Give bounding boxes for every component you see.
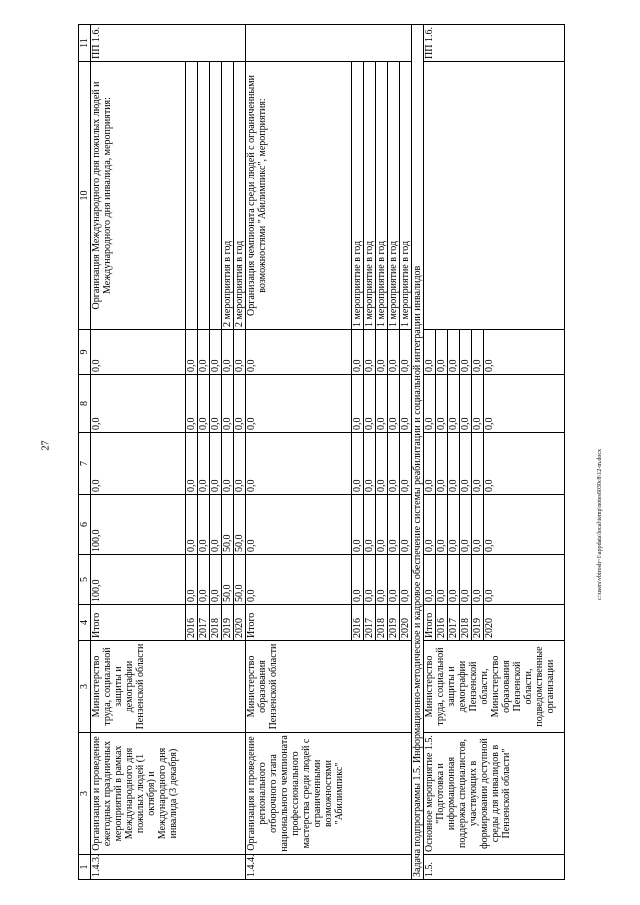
event-name: Основное мероприятие 1.5. "Подготовка и информационная поддержка специалистов, участвующих в формировании доступной среды для инвалидов в Пензенской области" [424, 733, 565, 855]
col-header-2: 3 [79, 733, 91, 855]
value-cell: 0,0 [352, 433, 364, 495]
value-cell: 0,0 [246, 495, 352, 555]
executor: Министерство труда, социальной защиты и демографии Пензенской области, Министерство образования Пензенской области, подведомственные организации [424, 641, 565, 733]
value-cell: 0,0 [460, 495, 472, 555]
indicator-cell: 1 мероприятие в год [388, 62, 400, 330]
col-header-10: 10 [79, 62, 91, 330]
value-cell: 0,0 [436, 495, 448, 555]
value-cell: 50,0 [234, 495, 246, 555]
year-cell: 2016 [186, 605, 198, 641]
column-header-row [79, 25, 91, 880]
value-cell: 100,0 [91, 555, 186, 605]
value-cell: 0,0 [400, 375, 412, 433]
value-cell: 0,0 [448, 330, 460, 375]
value-cell: 0,0 [198, 555, 210, 605]
page-number: 27 [40, 440, 52, 451]
value-cell: 0,0 [198, 375, 210, 433]
value-cell: 0,0 [424, 555, 436, 605]
row-number: 1.5. [424, 855, 565, 880]
value-cell: 0,0 [364, 375, 376, 433]
value-cell: 0,0 [186, 330, 198, 375]
value-cell: 0,0 [436, 555, 448, 605]
value-cell: 0,0 [472, 555, 484, 605]
value-cell: 0,0 [198, 433, 210, 495]
indicator-cell [198, 62, 210, 330]
value-cell: 0,0 [222, 330, 234, 375]
value-cell: 0,0 [424, 330, 436, 375]
value-cell: 0,0 [448, 433, 460, 495]
code-cell [246, 25, 412, 62]
col-header-9: 9 [79, 330, 91, 375]
value-cell: 50,0 [222, 555, 234, 605]
value-cell: 0,0 [222, 433, 234, 495]
value-cell: 0,0 [436, 330, 448, 375]
value-cell: 0,0 [210, 330, 222, 375]
value-cell: 0,0 [460, 330, 472, 375]
value-cell: 0,0 [436, 375, 448, 433]
value-cell: 100,0 [91, 495, 186, 555]
indicator-cell [424, 62, 565, 330]
value-cell: 0,0 [448, 555, 460, 605]
value-cell: 0,0 [222, 375, 234, 433]
code-cell: ПП 1.6. [91, 25, 246, 62]
value-cell: 0,0 [484, 330, 565, 375]
value-cell: 0,0 [91, 433, 186, 495]
value-cell: 0,0 [376, 433, 388, 495]
value-cell: 0,0 [234, 375, 246, 433]
row-number: 1.4.3. [91, 855, 246, 880]
col-header-8: 8 [79, 375, 91, 433]
year-cell: 2020 [400, 605, 412, 641]
year-cell: 2018 [376, 605, 388, 641]
executor: Министерство труда, социальной защиты и демографии Пензенской области [91, 641, 246, 733]
table-row [91, 25, 186, 880]
indicator-cell: 2 мероприятия в год [234, 62, 246, 330]
event-name: Организация и проведение ежегодных праздничных мероприятий в рамках Международного дня пожилых людей (1 октября) и Международного дня инвалида (3 декабря) [91, 733, 246, 855]
year-cell: Итого [424, 605, 436, 641]
value-cell: 0,0 [234, 433, 246, 495]
value-cell: 0,0 [400, 555, 412, 605]
value-cell: 0,0 [364, 330, 376, 375]
year-cell: 2020 [484, 605, 565, 641]
value-cell: 0,0 [198, 495, 210, 555]
value-cell: 0,0 [484, 555, 565, 605]
value-cell: 0,0 [436, 433, 448, 495]
value-cell: 0,0 [352, 330, 364, 375]
value-cell: 0,0 [186, 495, 198, 555]
value-cell: 50,0 [222, 495, 234, 555]
rotated-table-wrapper [78, 25, 606, 880]
value-cell: 0,0 [210, 375, 222, 433]
col-header-11: 11 [79, 25, 91, 62]
indicator-cell [186, 62, 198, 330]
value-cell: 0,0 [210, 555, 222, 605]
value-cell: 0,0 [234, 330, 246, 375]
year-cell: 2019 [472, 605, 484, 641]
value-cell: 0,0 [246, 375, 352, 433]
value-cell: 0,0 [484, 433, 565, 495]
indicator-cell: 1 мероприятие в год [352, 62, 364, 330]
col-header-5: 5 [79, 555, 91, 605]
indicator-cell: 2 мероприятия в год [222, 62, 234, 330]
value-cell: 0,0 [424, 495, 436, 555]
program-table [78, 24, 565, 880]
value-cell: 0,0 [364, 495, 376, 555]
value-cell: 0,0 [388, 433, 400, 495]
year-cell: Итого [246, 605, 352, 641]
year-cell: 2016 [352, 605, 364, 641]
table-row [424, 25, 436, 880]
value-cell: 0,0 [484, 375, 565, 433]
code-cell: ПП 1.6. [424, 25, 565, 62]
value-cell: 0,0 [376, 375, 388, 433]
value-cell: 50,0 [234, 555, 246, 605]
value-cell: 0,0 [352, 495, 364, 555]
value-cell: 0,0 [484, 495, 565, 555]
year-cell: 2016 [436, 605, 448, 641]
value-cell: 0,0 [472, 375, 484, 433]
value-cell: 0,0 [246, 433, 352, 495]
value-cell: 0,0 [210, 495, 222, 555]
col-header-3: 3 [79, 641, 91, 733]
value-cell: 0,0 [352, 555, 364, 605]
value-cell: 0,0 [424, 375, 436, 433]
value-cell: 0,0 [91, 375, 186, 433]
value-cell: 0,0 [210, 433, 222, 495]
indicator-cell: 1 мероприятие в год [376, 62, 388, 330]
value-cell: 0,0 [388, 495, 400, 555]
event-name: Организация и проведение регионального отборочного этапа национального чемпионата профессионального мастерства среди людей с ограниченными возможностями "Абилимпикс" [246, 733, 412, 855]
row-number: 1.4.4. [246, 855, 412, 880]
value-cell: 0,0 [198, 330, 210, 375]
year-cell: Итого [91, 605, 186, 641]
section-row [412, 25, 424, 880]
col-header-4: 4 [79, 605, 91, 641]
file-path-footer: c:\users\vbirosh~1\appdata\local\temp\notes6030c8\12-m.docx [597, 448, 603, 600]
value-cell: 0,0 [388, 555, 400, 605]
indicator-cell: 1 мероприятие в год [400, 62, 412, 330]
table-row [246, 25, 352, 880]
col-header-1: 1 [79, 855, 91, 880]
value-cell: 0,0 [400, 495, 412, 555]
value-cell: 0,0 [376, 330, 388, 375]
value-cell: 0,0 [364, 433, 376, 495]
value-cell: 0,0 [400, 330, 412, 375]
value-cell: 0,0 [448, 495, 460, 555]
year-cell: 2017 [198, 605, 210, 641]
value-cell: 0,0 [246, 555, 352, 605]
year-cell: 2019 [222, 605, 234, 641]
value-cell: 0,0 [186, 555, 198, 605]
value-cell: 0,0 [448, 375, 460, 433]
value-cell: 0,0 [186, 375, 198, 433]
value-cell: 0,0 [364, 555, 376, 605]
value-cell: 0,0 [472, 433, 484, 495]
value-cell: 0,0 [460, 375, 472, 433]
col-header-6: 6 [79, 495, 91, 555]
value-cell: 0,0 [246, 330, 352, 375]
value-cell: 0,0 [186, 433, 198, 495]
value-cell: 0,0 [376, 495, 388, 555]
value-cell: 0,0 [472, 330, 484, 375]
indicator-cell: 1 мероприятие в год [364, 62, 376, 330]
value-cell: 0,0 [424, 433, 436, 495]
year-cell: 2017 [364, 605, 376, 641]
indicator-cell [210, 62, 222, 330]
section-title: Задача подпрограммы 1.5. Информационно-методическое и кадровое обеспечение системы реабилитации и социальной интеграции инвалидов [412, 25, 424, 880]
year-cell: 2019 [388, 605, 400, 641]
value-cell: 0,0 [388, 375, 400, 433]
year-cell: 2020 [234, 605, 246, 641]
col-header-7: 7 [79, 433, 91, 495]
value-cell: 0,0 [388, 330, 400, 375]
value-cell: 0,0 [460, 433, 472, 495]
value-cell: 0,0 [472, 495, 484, 555]
year-cell: 2018 [210, 605, 222, 641]
value-cell: 0,0 [376, 555, 388, 605]
indicator-cell: Организация Международного дня пожилых людей и Международного дня инвалида, мероприятия: [91, 62, 186, 330]
value-cell: 0,0 [460, 555, 472, 605]
value-cell: 0,0 [352, 375, 364, 433]
executor: Министерство образования Пензенской области [246, 641, 412, 733]
value-cell: 0,0 [91, 330, 186, 375]
year-cell: 2017 [448, 605, 460, 641]
indicator-cell: Организация чемпионата среди людей с ограниченными возможностями "Абилимпикс", мероприятия: [246, 62, 352, 330]
value-cell: 0,0 [400, 433, 412, 495]
year-cell: 2018 [460, 605, 472, 641]
